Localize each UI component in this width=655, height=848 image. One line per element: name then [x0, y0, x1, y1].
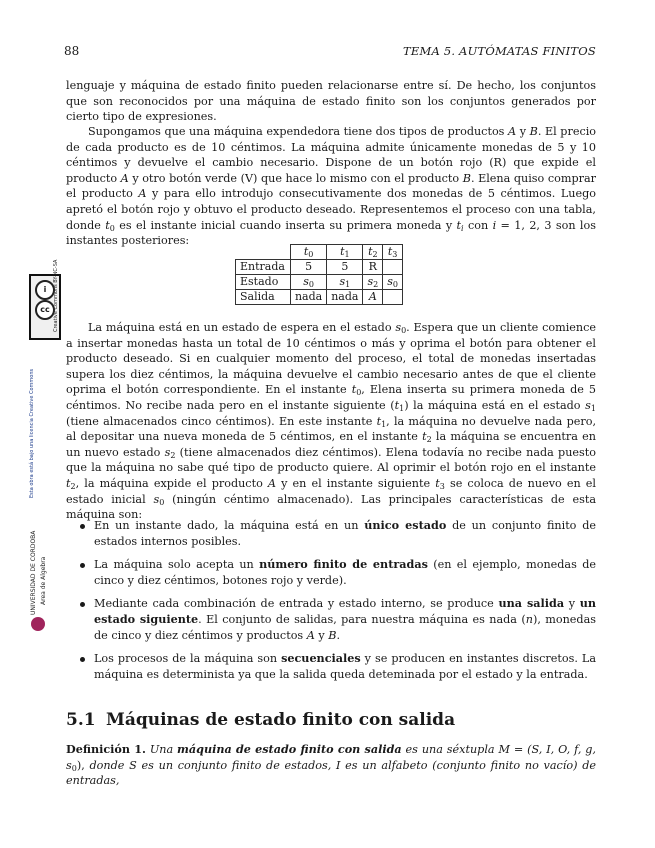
section-heading [66, 710, 455, 730]
table-cell: A [363, 290, 383, 305]
list-item: En un instante dado, la máquina está en un único estado de un conjunto finito de estados internos posibles. [66, 518, 596, 549]
bullet-icon [80, 563, 85, 568]
page-header [66, 44, 596, 58]
table-row-label: Salida [236, 290, 291, 305]
state-table [235, 244, 403, 305]
license-note: Esta obra está bajo una licencia Creative Commons [29, 368, 35, 498]
table-header-cell: $t_1$ [327, 245, 363, 260]
university-logo-icon [31, 617, 45, 631]
table-row-label: Estado [236, 275, 291, 290]
page-number: 88 [64, 44, 80, 58]
institution-label: UNIVERSIDAD DE CÓRDOBA [30, 530, 37, 615]
list-item: Los procesos de la máquina son secuenciales y se producen en instantes discretos. La máquina es determinista ya que la salida queda deteminada por el estado y la entrada. [66, 651, 596, 682]
table-cell: $s_0$ [383, 275, 403, 290]
section-number: 5.1 [66, 710, 96, 730]
area-label: Área de Álgebra [40, 556, 47, 605]
paragraph-vending-machine: Supongamos que una máquina expendedora tiene dos tipos de productos A y B. El precio de cada producto es de 10 céntimos. La máquina admite únicamente monedas de 5 y 10 céntimos y devuelve el cambio necesario. Dispone de un botón rojo (R) que expide el producto A y otro botón verde (V) que hace lo mismo con el producto B. Elena quiso comprar el producto A y para ello introdujo consecutivamente dos monedas de 5 céntimos. Luego apretó el botón rojo y obtuvo el producto deseado. Representemos el proceso con una tabla, donde $t_0$ es el instante inicial cuando inserta su primera moneda y $t_i$ con i = 1, 2, 3 son los instantes posteriores: [66, 125, 597, 248]
paragraph-explanation: La máquina está en un estado de espera en el estado $s_0$. Espera que un cliente comience a insertar monedas hasta un total de 10 céntimos o más y oprima el botón para obtener el producto deseado. Si en cualquier momento del proceso, el total de monedas insertadas supera los diez céntimos, la máquina devuelve el cambio necesario antes de que el cliente oprima el botón correspondiente. En el instante $t_0$, Elena inserta su primera moneda de 5 céntimos. No recibe nada pero en el instante siguiente $(t_1)$ la máquina está en el estado $s_1$ (tiene almacenados cinco céntimos). En este instante $t_1$, la máquina no devuelve nada pero, al depositar una nueva moneda de 5 céntimos, en el instante $t_2$ la máquina se encuentra en un nuevo estado $s_2$ (tiene almacenados diez céntimos). Elena todavía no recibe nada puesto que la máquina no sabe qué tipo de producto quiere. Al oprimir el botón rojo en el instante $t_2$, la máquina expide el producto A y en el instante siguiente $t_3$ se coloca de nuevo en el estado inicial $s_0$ (ningún céntimo almacenado). Las principales características de esta máquina son: [66, 321, 597, 522]
table-row [236, 290, 403, 305]
table-header-cell: $t_3$ [383, 245, 403, 260]
table-cell: 5 [327, 260, 363, 275]
table-corner [236, 245, 291, 260]
table-cell: $s_1$ [327, 275, 363, 290]
list-item: Mediante cada combinación de entrada y estado interno, se produce una salida y un estado siguiente. El conjunto de salidas, para nuestra máquina es nada (n), monedas de cinco y diez céntimos y productos A y B. [66, 596, 596, 643]
bullet-icon [80, 602, 85, 607]
running-title: TEMA 5. AUTÓMATAS FINITOS [403, 44, 596, 58]
table-cell: R [363, 260, 383, 275]
table-cell: $s_0$ [290, 275, 326, 290]
table-header-cell: $t_0$ [290, 245, 326, 260]
list-item: La máquina solo acepta un número finito de entradas (en el ejemplo, monedas de cinco y diez céntimos, botones rojo y verde). [66, 557, 596, 588]
paragraph-intro: lenguaje y máquina de estado finito pueden relacionarse entre sí. De hecho, los conjuntos que son reconocidos por una máquina de estado finito son los conjuntos generados por cierto tipo de expresiones. [66, 79, 596, 124]
table-row [236, 275, 403, 290]
bullet-icon [80, 657, 85, 662]
table-row-label: Entrada [236, 260, 291, 275]
table-header-cell: $t_2$ [363, 245, 383, 260]
table-cell: nada [290, 290, 326, 305]
characteristics-list [66, 518, 596, 690]
bullet-icon [80, 524, 85, 529]
definition-block: Definición 1. Una máquina de estado finito con salida es una séxtupla M = (S, I, O, f, g, $s_0$), donde S es un conjunto finito de estados, I es un alfabeto (conjunto finito no vacío) de entradas, [66, 742, 596, 788]
cc-license-icon: cc [35, 300, 55, 320]
cc-by-icon: i [35, 280, 55, 300]
creative-commons-badge [29, 259, 61, 340]
table-cell [383, 260, 403, 275]
table-cell: $s_2$ [363, 275, 383, 290]
table-cell: nada [327, 290, 363, 305]
section-title: Máquinas de estado finito con salida [106, 710, 456, 730]
license-text: Creative Commons BY-NC-SA [53, 259, 59, 332]
table-cell [383, 290, 403, 305]
table-header-row [236, 245, 403, 260]
table-row [236, 260, 403, 275]
table-cell: 5 [290, 260, 326, 275]
